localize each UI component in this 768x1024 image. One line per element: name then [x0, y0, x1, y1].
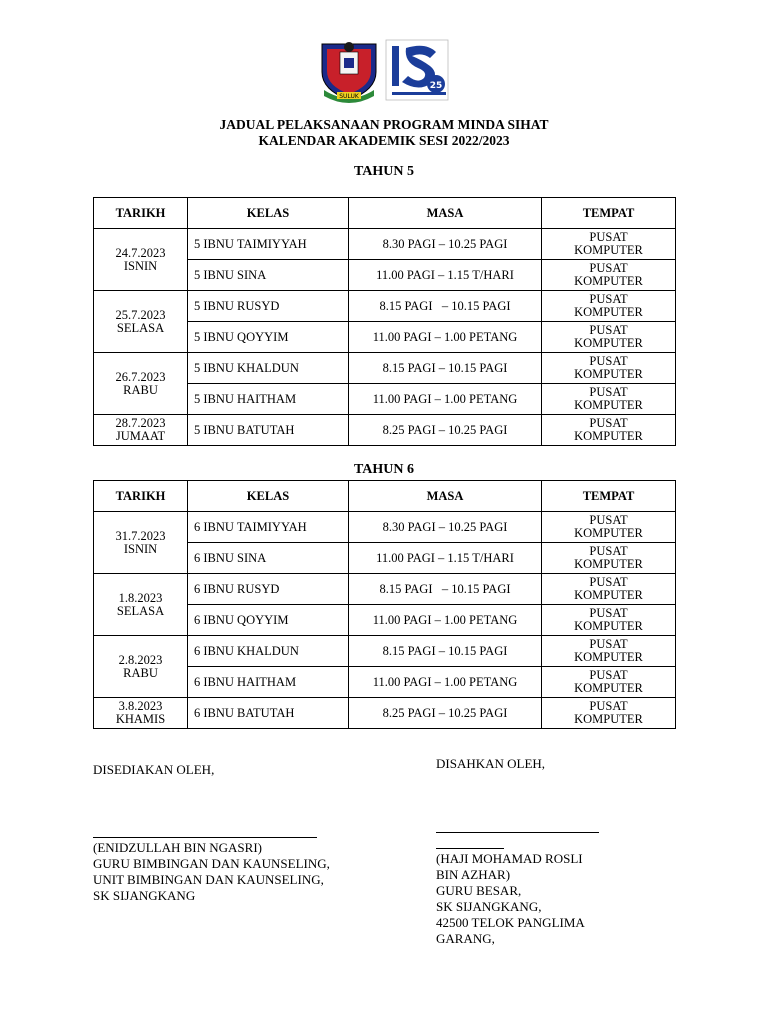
- prepared-name: (ENIDZULLAH BIN NGASRI): [93, 840, 262, 855]
- logo-right-text: 25: [429, 81, 443, 91]
- class-cell: 6 IBNU TAIMIYYAH: [188, 512, 349, 543]
- venue-line1: PUSAT: [589, 575, 628, 589]
- venue-cell: [542, 605, 676, 636]
- venue-line1: PUSAT: [589, 261, 628, 275]
- column-header-tempat: TEMPAT: [542, 198, 676, 229]
- approved-address-line2: GARANG,: [436, 931, 495, 946]
- document-title-line2: KALENDAR AKADEMIK SESI 2022/2023: [258, 133, 510, 148]
- date-cell: [94, 229, 188, 291]
- approved-school: SK SIJANGKANG,: [436, 899, 542, 914]
- venue-cell: [542, 574, 676, 605]
- approved-signature-line: [436, 832, 599, 833]
- day-text: KHAMIS: [115, 712, 166, 726]
- table-row: [94, 229, 676, 260]
- date-cell: [94, 574, 188, 636]
- time-cell: 8.25 PAGI – 10.25 PAGI: [349, 415, 542, 446]
- approved-name-line2: BIN AZHAR): [436, 867, 511, 882]
- class-cell: 5 IBNU RUSYD: [188, 291, 349, 322]
- venue-line2: KOMPUTER: [574, 712, 643, 726]
- approved-signature-line-short: [436, 848, 504, 849]
- class-cell: 5 IBNU HAITHAM: [188, 384, 349, 415]
- venue-cell: [542, 229, 676, 260]
- class-cell: 6 IBNU RUSYD: [188, 574, 349, 605]
- day-text: SELASA: [116, 320, 165, 335]
- venue-cell: [542, 512, 676, 543]
- schedule-table-tahun5: [93, 197, 676, 446]
- venue-line1: PUSAT: [589, 292, 628, 306]
- venue-line2: KOMPUTER: [574, 681, 643, 695]
- column-header-tempat: TEMPAT: [542, 481, 676, 512]
- day-text: RABU: [123, 665, 158, 680]
- class-cell: 5 IBNU KHALDUN: [188, 353, 349, 384]
- table-row: [94, 415, 676, 446]
- venue-line2: KOMPUTER: [574, 305, 643, 319]
- time-cell: 11.00 PAGI – 1.00 PETANG: [349, 322, 542, 353]
- column-header-tarikh: TARIKH: [94, 481, 188, 512]
- class-cell: 6 IBNU HAITHAM: [188, 667, 349, 698]
- venue-line1: PUSAT: [589, 513, 628, 527]
- venue-line2: KOMPUTER: [574, 243, 643, 257]
- table-row: [94, 698, 676, 729]
- table-header-row: [94, 481, 676, 512]
- venue-line1: PUSAT: [589, 385, 628, 399]
- approved-by-block: [436, 851, 585, 947]
- venue-line1: PUSAT: [589, 668, 628, 682]
- date-cell: [94, 353, 188, 415]
- date-text: 26.7.2023: [115, 369, 166, 384]
- table-row: [94, 574, 676, 605]
- venue-cell: [542, 415, 676, 446]
- class-cell: 6 IBNU KHALDUN: [188, 636, 349, 667]
- table-row: [94, 636, 676, 667]
- time-cell: 11.00 PAGI – 1.00 PETANG: [349, 605, 542, 636]
- section-title-tahun5: TAHUN 5: [353, 164, 415, 179]
- time-cell: 8.15 PAGI – 10.15 PAGI: [349, 636, 542, 667]
- column-header-masa: MASA: [349, 481, 542, 512]
- class-cell: 6 IBNU BATUTAH: [188, 698, 349, 729]
- venue-line1: PUSAT: [589, 544, 628, 558]
- column-header-masa: MASA: [349, 198, 542, 229]
- time-cell: 8.15 PAGI – 10.15 PAGI: [349, 353, 542, 384]
- venue-line2: KOMPUTER: [574, 274, 643, 288]
- class-cell: 5 IBNU TAIMIYYAH: [188, 229, 349, 260]
- venue-line1: PUSAT: [589, 230, 628, 244]
- date-cell: [94, 512, 188, 574]
- school-crest-icon: [318, 38, 450, 104]
- venue-line2: KOMPUTER: [574, 336, 643, 350]
- time-cell: 11.00 PAGI – 1.15 T/HARI: [349, 543, 542, 574]
- venue-line1: PUSAT: [589, 323, 628, 337]
- venue-line1: PUSAT: [589, 637, 628, 651]
- venue-line1: PUSAT: [589, 416, 628, 430]
- venue-line2: KOMPUTER: [574, 526, 643, 540]
- prepared-unit: UNIT BIMBINGAN DAN KAUNSELING,: [93, 872, 324, 887]
- venue-line2: KOMPUTER: [574, 557, 643, 571]
- venue-line2: KOMPUTER: [574, 367, 643, 381]
- prepared-by-block: [93, 840, 330, 904]
- time-cell: 11.00 PAGI – 1.15 T/HARI: [349, 260, 542, 291]
- venue-cell: [542, 698, 676, 729]
- time-cell: 8.15 PAGI – 10.15 PAGI: [349, 291, 542, 322]
- class-cell: 5 IBNU QOYYIM: [188, 322, 349, 353]
- venue-line2: KOMPUTER: [574, 588, 643, 602]
- date-text: 2.8.2023: [118, 652, 163, 667]
- prepared-by-label: DISEDIAKAN OLEH,: [93, 762, 215, 777]
- column-header-kelas: KELAS: [188, 481, 349, 512]
- approved-by-label: DISAHKAN OLEH,: [436, 756, 546, 771]
- venue-cell: [542, 667, 676, 698]
- time-cell: 8.15 PAGI – 10.15 PAGI: [349, 574, 542, 605]
- date-cell: [94, 415, 188, 446]
- venue-line2: KOMPUTER: [574, 429, 643, 443]
- time-cell: 8.30 PAGI – 10.25 PAGI: [349, 512, 542, 543]
- venue-line1: PUSAT: [589, 699, 628, 713]
- class-cell: 6 IBNU QOYYIM: [188, 605, 349, 636]
- column-header-tarikh: TARIKH: [94, 198, 188, 229]
- date-cell: [94, 636, 188, 698]
- schedule-table-tahun6: [93, 480, 676, 729]
- table-header-row: [94, 198, 676, 229]
- date-text: 25.7.2023: [115, 307, 166, 322]
- date-text: 1.8.2023: [118, 590, 163, 605]
- class-cell: 5 IBNU BATUTAH: [188, 415, 349, 446]
- venue-cell: [542, 543, 676, 574]
- venue-cell: [542, 322, 676, 353]
- prepared-school: SK SIJANGKANG: [93, 888, 196, 903]
- day-text: RABU: [123, 382, 158, 397]
- column-header-kelas: KELAS: [188, 198, 349, 229]
- class-cell: 6 IBNU SINA: [188, 543, 349, 574]
- section-title-tahun6: TAHUN 6: [353, 462, 415, 477]
- prepared-position: GURU BIMBINGAN DAN KAUNSELING,: [93, 856, 330, 871]
- venue-line2: KOMPUTER: [574, 619, 643, 633]
- table-row: [94, 512, 676, 543]
- venue-cell: [542, 384, 676, 415]
- table-row: [94, 353, 676, 384]
- approved-address-line1: 42500 TELOK PANGLIMA: [436, 915, 585, 930]
- day-text: ISNIN: [123, 541, 158, 556]
- day-text: SELASA: [116, 603, 165, 618]
- date-text: 3.8.2023: [118, 699, 163, 713]
- date-text: 31.7.2023: [115, 528, 166, 543]
- venue-line2: KOMPUTER: [574, 650, 643, 664]
- venue-cell: [542, 260, 676, 291]
- day-text: JUMAAT: [115, 429, 166, 443]
- date-cell: [94, 698, 188, 729]
- venue-line1: PUSAT: [589, 354, 628, 368]
- venue-line1: PUSAT: [589, 606, 628, 620]
- time-cell: 8.30 PAGI – 10.25 PAGI: [349, 229, 542, 260]
- day-text: ISNIN: [123, 258, 158, 273]
- approved-position: GURU BESAR,: [436, 883, 522, 898]
- time-cell: 8.25 PAGI – 10.25 PAGI: [349, 698, 542, 729]
- document-title-line1: JADUAL PELAKSANAAN PROGRAM MINDA SIHAT: [219, 117, 549, 132]
- prepared-signature-line: [93, 837, 317, 838]
- school-logos: [318, 38, 450, 104]
- class-cell: 5 IBNU SINA: [188, 260, 349, 291]
- venue-cell: [542, 291, 676, 322]
- date-cell: [94, 291, 188, 353]
- approved-name-line1: (HAJI MOHAMAD ROSLI: [436, 851, 583, 866]
- date-text: 24.7.2023: [115, 245, 166, 260]
- venue-line2: KOMPUTER: [574, 398, 643, 412]
- time-cell: 11.00 PAGI – 1.00 PETANG: [349, 667, 542, 698]
- logo-left-text: SULUK: [339, 93, 359, 100]
- table-row: [94, 291, 676, 322]
- time-cell: 11.00 PAGI – 1.00 PETANG: [349, 384, 542, 415]
- date-text: 28.7.2023: [115, 416, 166, 430]
- venue-cell: [542, 353, 676, 384]
- venue-cell: [542, 636, 676, 667]
